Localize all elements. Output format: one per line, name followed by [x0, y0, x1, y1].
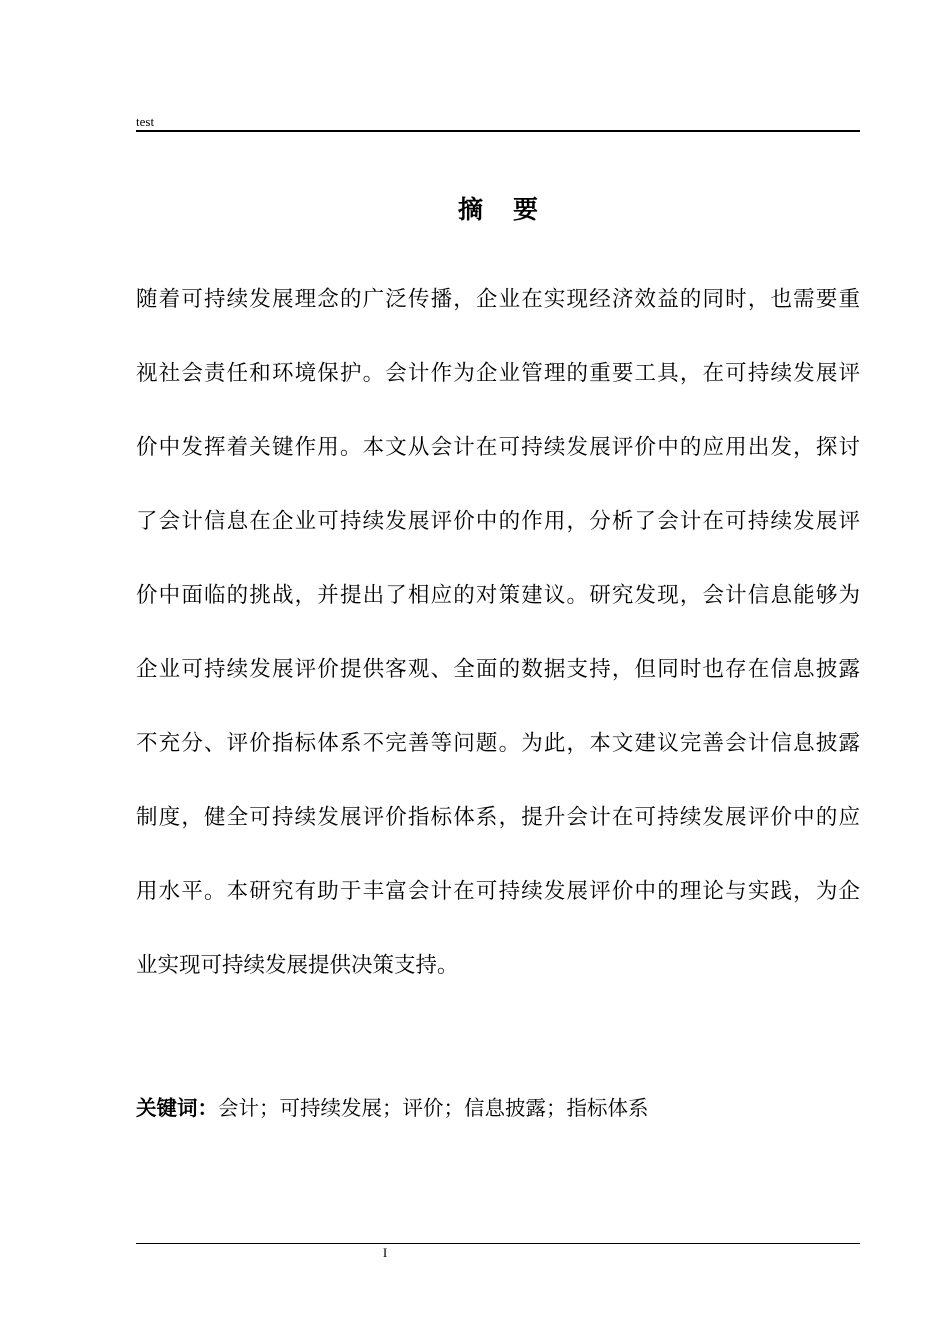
page-number: I: [382, 1245, 388, 1260]
abstract-title-char-1: 摘: [457, 195, 483, 224]
keywords-line: [136, 1090, 649, 1126]
abstract-body: [136, 280, 860, 1020]
keywords-text: 会计；可持续发展；评价；信息披露；指标体系: [218, 1096, 649, 1120]
abstract-line: 制度，健全可持续发展评价指标体系，提升会计在可持续发展评价中的应: [136, 805, 860, 830]
abstract-title: [136, 192, 860, 228]
abstract-line: 随着可持续发展理念的广泛传播，企业在实现经济效益的同时，也需要重: [136, 287, 860, 312]
abstract-line: 业实现可持续发展提供决策支持。: [136, 953, 459, 978]
abstract-line: 用水平。本研究有助于丰富会计在可持续发展评价中的理论与实践，为企: [136, 879, 860, 904]
keywords-label: 关键词：: [136, 1096, 218, 1120]
abstract-line: 企业可持续发展评价提供客观、全面的数据支持，但同时也存在信息披露: [136, 657, 860, 682]
abstract-title-char-2: 要: [513, 195, 539, 224]
abstract-line: 视社会责任和环境保护。会计作为企业管理的重要工具，在可持续发展评: [136, 361, 860, 386]
page-header-text: test: [136, 114, 155, 129]
abstract-line: 了会计信息在企业可持续发展评价中的作用，分析了会计在可持续发展评: [136, 509, 860, 534]
abstract-line: 不充分、评价指标体系不完善等问题。为此，本文建议完善会计信息披露: [136, 731, 860, 756]
abstract-line: 价中面临的挑战，并提出了相应的对策建议。研究发现，会计信息能够为: [136, 583, 860, 608]
header-rule: [136, 130, 860, 132]
footer-rule: [136, 1243, 860, 1244]
abstract-line: 价中发挥着关键作用。本文从会计在可持续发展评价中的应用出发，探讨: [136, 435, 860, 460]
